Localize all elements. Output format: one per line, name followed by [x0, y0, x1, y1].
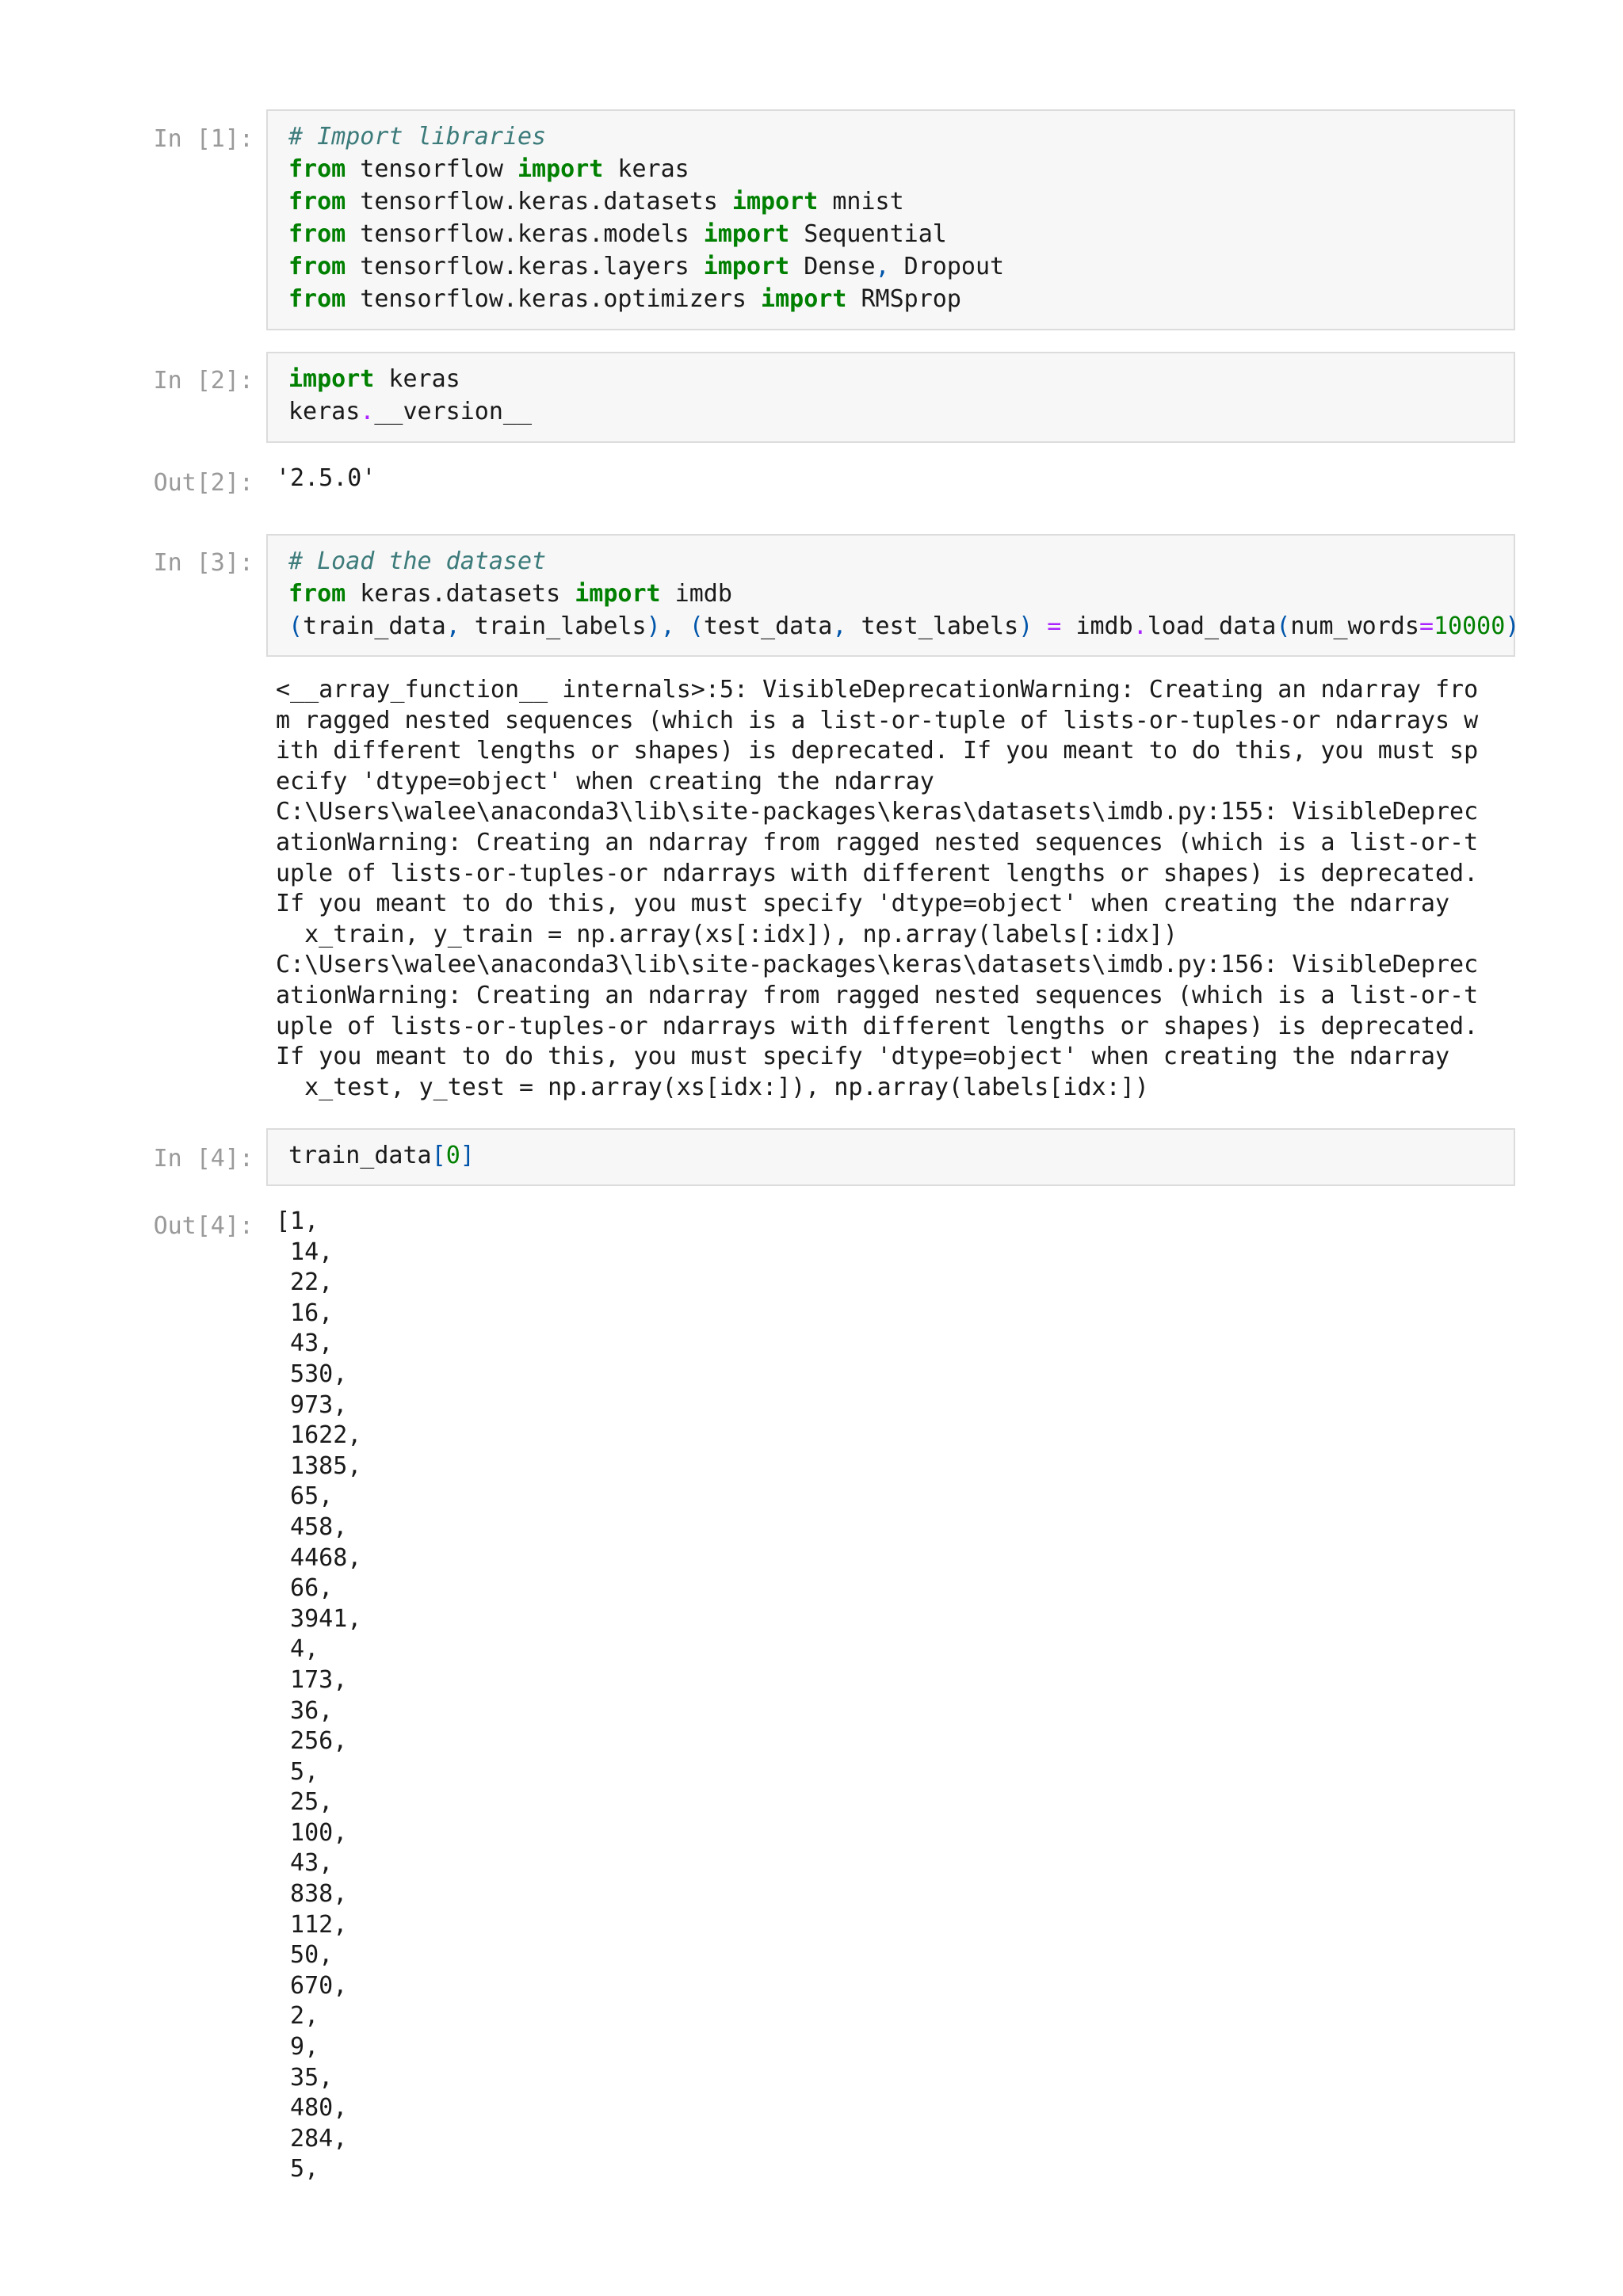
warning-line: ith different lengths or shapes) is deprecated. If you meant to do this, you must sp: [276, 737, 1479, 765]
punctuation: ,: [660, 612, 675, 640]
list-item: 112,: [276, 1910, 348, 1939]
list-item: 4,: [276, 1635, 319, 1664]
punctuation: (: [288, 612, 304, 640]
list-item: 5,: [276, 2155, 319, 2183]
code-line: [288, 250, 1514, 283]
code-line: [288, 395, 1514, 428]
list-item: 65,: [276, 1482, 334, 1511]
code-line: [288, 153, 1514, 185]
code-text: num_words: [1290, 612, 1419, 640]
code-line: [288, 120, 1514, 153]
code-text: load_data: [1147, 612, 1277, 640]
code-line: [288, 545, 1514, 578]
code-text: test_data: [703, 612, 833, 640]
operator: .: [1132, 612, 1148, 640]
punctuation: ): [1505, 612, 1520, 640]
list-item: 9,: [276, 2033, 319, 2061]
keyword: from: [288, 285, 346, 313]
list-item: 16,: [276, 1299, 334, 1327]
cell-2-code-input[interactable]: [266, 352, 1515, 443]
operator: =: [1033, 612, 1076, 640]
warning-line: x_train, y_train = np.array(xs[:idx]), np.array(labels[:idx]): [276, 920, 1178, 948]
list-item: 43,: [276, 1329, 334, 1358]
list-item: 1385,: [276, 1451, 362, 1480]
warning-line: x_test, y_test = np.array(xs[idx:]), np.array(labels[idx:]): [276, 1073, 1149, 1101]
cell-3-code-input[interactable]: [266, 534, 1520, 657]
code-comment: # Load the dataset: [288, 547, 547, 575]
code-line: [288, 578, 1514, 610]
list-item: 50,: [276, 1941, 334, 1970]
code-text: keras.datasets: [346, 580, 575, 608]
number: 0: [445, 1142, 460, 1169]
code-text: keras: [288, 398, 361, 425]
cell-1-code-input[interactable]: [266, 109, 1515, 330]
list-item: 43,: [276, 1849, 334, 1878]
code-text: RMSprop: [846, 285, 961, 313]
list-item: 4468,: [276, 1543, 362, 1572]
list-item: 25,: [276, 1788, 334, 1817]
code-text: __version__: [374, 398, 533, 425]
output-text: '2.5.0': [276, 464, 376, 492]
list-item: 458,: [276, 1512, 348, 1541]
warning-line: uple of lists-or-tuples-or ndarrays with different lengths or shapes) is deprecated.: [276, 1012, 1479, 1040]
cell-4-code-input[interactable]: [266, 1128, 1515, 1186]
cell-3-warning-output: [276, 675, 1512, 1103]
list-item: 973,: [276, 1390, 348, 1419]
warning-line: ationWarning: Creating an ndarray from ragged nested sequences (which is a list-or-t: [276, 981, 1479, 1009]
list-item: 256,: [276, 1727, 348, 1756]
keyword: import: [731, 188, 819, 215]
code-line: [288, 218, 1514, 250]
list-item: 173,: [276, 1665, 348, 1694]
punctuation: ,: [832, 612, 847, 640]
code-line: [288, 185, 1514, 218]
cell-1-input-prompt: In [1]:: [153, 125, 254, 153]
punctuation: (: [1276, 612, 1291, 640]
code-text: train_labels: [460, 612, 647, 640]
warning-line: C:\Users\walee\anaconda3\lib\site-packages\keras\datasets\imdb.py:155: VisibleDeprec: [276, 798, 1479, 826]
code-line: [288, 283, 1514, 315]
code-text: imdb: [1075, 612, 1133, 640]
list-item: 670,: [276, 1971, 348, 2000]
cell-2-output-prompt: Out[2]:: [153, 469, 254, 497]
list-item: 5,: [276, 1757, 319, 1786]
code-text: keras: [603, 155, 689, 183]
code-line: [288, 1139, 1514, 1172]
list-item: 36,: [276, 1696, 334, 1725]
keyword: from: [288, 220, 346, 248]
list-item: 35,: [276, 2063, 334, 2092]
code-text: test_labels: [846, 612, 1019, 640]
cell-2-output: [276, 463, 1512, 494]
code-text: tensorflow.keras.models: [346, 220, 704, 248]
keyword: from: [288, 580, 346, 608]
list-item: 284,: [276, 2124, 348, 2153]
list-item: 22,: [276, 1268, 334, 1297]
code-line: [288, 363, 1514, 395]
keyword: from: [288, 155, 346, 183]
list-item: [1,: [276, 1207, 319, 1235]
punctuation: ): [646, 612, 661, 640]
keyword: import: [517, 155, 604, 183]
punctuation: ): [1018, 612, 1033, 640]
code-text: tensorflow: [346, 155, 517, 183]
code-text: Sequential: [789, 220, 947, 248]
list-item: 530,: [276, 1360, 348, 1388]
code-text: imdb: [660, 580, 732, 608]
warning-line: uple of lists-or-tuples-or ndarrays with different lengths or shapes) is deprecated.: [276, 859, 1479, 887]
operator: .: [360, 398, 375, 425]
code-line: [288, 610, 1520, 643]
code-text: tensorflow.keras.layers: [346, 253, 704, 280]
cell-4-output-prompt: Out[4]:: [153, 1212, 254, 1240]
cell-3-input-prompt: In [3]:: [153, 549, 254, 577]
keyword: import: [703, 253, 790, 280]
list-item: 838,: [276, 1880, 348, 1909]
punctuation: ]: [460, 1142, 475, 1169]
list-item: 66,: [276, 1574, 334, 1603]
punctuation: (: [674, 612, 704, 640]
code-text: keras: [374, 365, 460, 393]
keyword: from: [288, 253, 346, 280]
code-comment: # Import libraries: [288, 123, 547, 151]
warning-line: m ragged nested sequences (which is a list-or-tuple of lists-or-tuples-or ndarrays w: [276, 706, 1479, 734]
code-text: Dense: [789, 253, 876, 280]
code-text: Dropout: [889, 253, 1005, 280]
operator: =: [1419, 612, 1434, 640]
punctuation: ,: [875, 253, 890, 280]
cell-2-input-prompt: In [2]:: [153, 367, 254, 395]
keyword: import: [703, 220, 790, 248]
punctuation: ,: [445, 612, 460, 640]
warning-line: C:\Users\walee\anaconda3\lib\site-packages\keras\datasets\imdb.py:156: VisibleDeprec: [276, 951, 1479, 979]
list-item: 14,: [276, 1238, 334, 1266]
keyword: import: [761, 285, 847, 313]
warning-line: If you meant to do this, you must specify 'dtype=object' when creating the ndarray: [276, 1043, 1450, 1071]
number: 10000: [1434, 612, 1506, 640]
list-item: 480,: [276, 2094, 348, 2122]
code-text: tensorflow.keras.optimizers: [346, 285, 762, 313]
keyword: from: [288, 188, 346, 215]
list-item: 2,: [276, 2002, 319, 2031]
cell-4-input-prompt: In [4]:: [153, 1145, 254, 1173]
code-text: tensorflow.keras.datasets: [346, 188, 732, 215]
code-text: train_data: [288, 1142, 432, 1169]
warning-line: <__array_function__ internals>:5: VisibleDeprecationWarning: Creating an ndarray fro: [276, 676, 1479, 704]
warning-line: If you meant to do this, you must specify 'dtype=object' when creating the ndarray: [276, 890, 1450, 918]
code-text: train_data: [303, 612, 446, 640]
cell-4-list-output: [276, 1207, 1512, 2185]
keyword: import: [288, 365, 375, 393]
punctuation: [: [431, 1142, 446, 1169]
list-item: 3941,: [276, 1604, 362, 1633]
warning-line: ecify 'dtype=object' when creating the ndarray: [276, 767, 934, 795]
list-item: 1622,: [276, 1421, 362, 1450]
keyword: import: [575, 580, 661, 608]
warning-line: ationWarning: Creating an ndarray from ragged nested sequences (which is a list-or-t: [276, 828, 1479, 856]
code-text: mnist: [818, 188, 904, 215]
list-item: 100,: [276, 1818, 348, 1847]
